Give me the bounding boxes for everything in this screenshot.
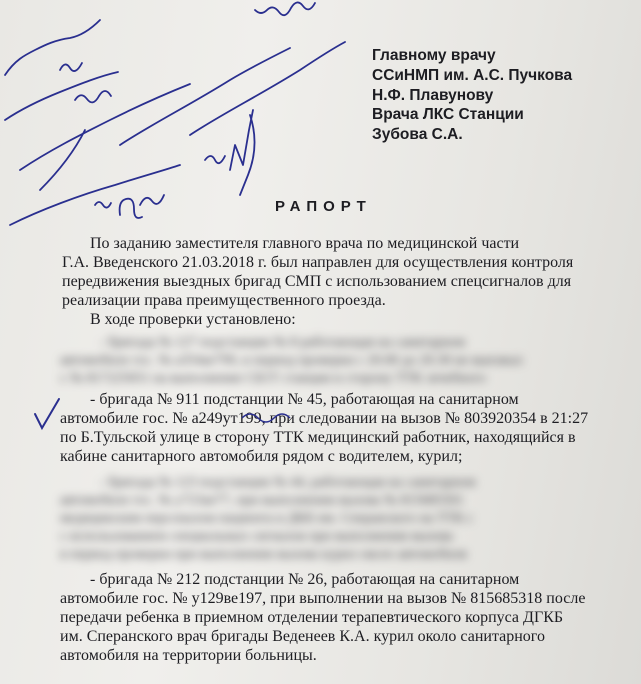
paragraph-line: По заданию заместителя главного врача по медицинской части <box>90 235 520 252</box>
intro-paragraph <box>62 234 618 310</box>
document-title: РАПОРТ <box>275 198 372 215</box>
redacted-line: с № 817225051 на выполнение СБ1Т станции в сторону ТТК лечебного <box>60 371 486 386</box>
item-line: автомобиле гос. № а249ут199, при следовании на вызов № 803920354 в 21:27 <box>60 410 589 427</box>
redacted-line: - бригада № 123 подстанции № 44, работающая на санитарном <box>100 475 476 490</box>
redacted-line: в период проверки при выполнении вызова курил около автомобиля <box>60 547 467 562</box>
redacted-block <box>60 474 620 564</box>
paragraph-line: передвижения выездных бригад СМП с использованием спецсигналов для <box>62 273 572 290</box>
recipient-line: Главному врачу <box>372 47 496 64</box>
item-line: передачи ребенка в приемном отделении терапевтического корпуса ДГКБ <box>60 609 564 626</box>
item-line: автомобиля на территории больницы. <box>60 647 317 664</box>
recipient-line: Зубова С.А. <box>372 126 463 144</box>
item-line: им. Сперанского врач бригады Веденеев К.А. курил около санитарного <box>60 628 545 645</box>
redacted-line: автомобиле гос. № у723ае77, при выполнении вызова № 815685501 <box>60 493 464 508</box>
redacted-line: автомобиле гос. № а354ае799, в период проверки с 20.00 до 20.30 не выезжал <box>60 353 523 368</box>
underline-mark-icon <box>240 410 330 424</box>
item-line: - бригада № 911 подстанции № 45, работающая на санитарном <box>90 391 519 408</box>
finding-item-2 <box>60 570 620 665</box>
paragraph-line: реализации права преимущественного проезда. <box>62 292 386 309</box>
redacted-line: с использованием специальных сигналов при выполнении вызова <box>60 529 453 544</box>
recipient-block <box>372 46 572 145</box>
item-line: по Б.Тульской улице в сторону ТТК медицинский работник, находящийся в <box>60 429 576 446</box>
finding-item-1 <box>60 390 620 466</box>
redacted-block <box>60 334 620 388</box>
item-line: автомобиле гос. № у129ве197, при выполнении на вызов № 815685318 после <box>60 590 586 607</box>
redacted-line: - бригада № 127 подстанции № 8 работающая на санитарном <box>100 335 466 350</box>
item-line: кабине санитарного автомобиля рядом с водителем, курил; <box>60 448 463 465</box>
recipient-line: Врача ЛКС Станции <box>372 106 524 124</box>
redacted-line: медицинским персоналом пациента в ДКБ им. Сперанского на ТТК с <box>60 511 474 526</box>
paragraph-line: Г.А. Введенского 21.03.2018 г. был направлен для осуществления контроля <box>62 254 574 271</box>
findings-heading: В ходе проверки установлено: <box>90 311 296 328</box>
checkmark-icon <box>32 396 62 432</box>
item-line: - бригада № 212 подстанции № 26, работающая на санитарном <box>90 571 520 588</box>
recipient-line: Н.Ф. Плавунову <box>372 86 494 104</box>
recipient-line: ССиНМП им. А.С. Пучкова <box>372 66 573 84</box>
